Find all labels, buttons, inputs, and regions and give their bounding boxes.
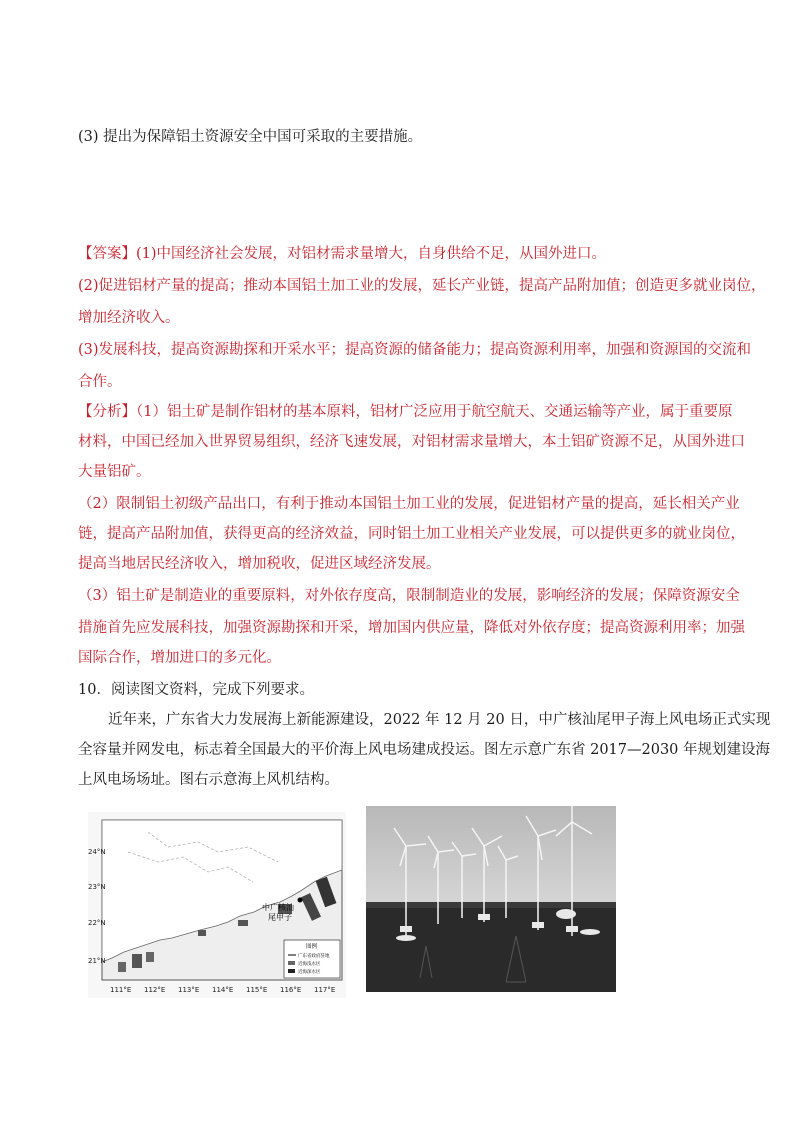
lon-label: 113°E [178, 986, 200, 994]
lon-label: 112°E [144, 986, 166, 994]
question-10-para-2: 全容量并网发电，标志着全国最大的平价海上风电场建成投运。图左示意广东省 2017—2030 年规划建设海 [78, 742, 771, 758]
lon-label: 114°E [212, 986, 234, 994]
lat-label: 23°N [88, 883, 106, 891]
answer-line-5: 合作。 [78, 374, 122, 390]
answer-line-1: 【答案】(1)中国经济社会发展，对铝材需求量增大，自身供给不足，从国外进口。 [78, 246, 607, 262]
analysis-line-1: 【分析】（1）铝土矿是制作铝材的基本原料，铝材广泛应用于航空航天、交通运输等产业，属于重要原 [78, 404, 733, 420]
answer-line-3: 增加经济收入。 [78, 310, 180, 326]
analysis-line-9: 国际合作，增加进口的多元化。 [78, 650, 281, 666]
wind-zone [118, 962, 126, 972]
analysis-line-4: （2）限制铝土初级产品出口，有利于推动本国铝土加工业的发展，促进铝材产量的提高，延长相关产业 [78, 496, 740, 512]
question-10-para-1: 近年来，广东省大力发展海上新能源建设，2022 年 12 月 20 日，中广核汕尾甲子海上风电场正式实现 [108, 712, 771, 728]
wind-zone [238, 920, 248, 926]
site-label-2: 尾甲子 [268, 913, 292, 922]
lat-label: 22°N [88, 919, 106, 927]
wind-zone [146, 952, 154, 962]
answer-line-2: (2)促进铝材产量的提高；推动本国铝土加工业的发展，延长产业链，提高产品附加值；创造更多就业岗位， [78, 278, 766, 294]
wind-zone [132, 954, 142, 968]
site-label-1: 中广核汕 [262, 903, 294, 912]
analysis-line-3: 大量铝矿。 [78, 464, 151, 480]
legend-item: 近海深水区 [298, 970, 321, 975]
lon-label: 115°E [246, 986, 268, 994]
question-10-para-3: 上风电场场址。图右示意海上风机结构。 [78, 772, 339, 788]
legend-item: 近海浅水区 [298, 962, 321, 967]
wind-zone [198, 930, 206, 936]
analysis-line-5: 链，提高产品附加值，获得更高的经济效益，同时铝土加工业相关产业发展，可以提供更多的就业岗位， [78, 526, 745, 542]
site-marker [298, 898, 303, 903]
legend-item: 广东省政府驻地 [298, 954, 330, 959]
lat-label: 21°N [88, 957, 106, 965]
lon-label: 111°E [110, 986, 132, 994]
analysis-line-6: 提高当地居民经济收入，增加税收，促进区域经济发展。 [78, 556, 441, 572]
wind-turbine-photo [366, 806, 616, 992]
question-10-title: 10．阅读图文资料，完成下列要求。 [78, 682, 314, 698]
lon-label: 117°E [314, 986, 336, 994]
analysis-line-2: 材料，中国已经加入世界贸易组织，经济飞速发展，对铝材需求量增大，本土铝矿资源不足，从国外进口 [78, 434, 745, 450]
question-3: (3) 提出为保障铝土资源安全中国可采取的主要措施。 [78, 129, 423, 145]
guangdong-wind-site-map [88, 812, 346, 998]
lat-label: 24°N [88, 848, 106, 856]
analysis-line-7: （3）铝土矿是制造业的重要原料，对外依存度高，限制制造业的发展，影响经济的发展；保障资源安全 [78, 588, 740, 604]
answer-line-4: (3)发展科技，提高资源勘探和开采水平；提高资源的储备能力；提高资源利用率，加强和资源国的交流和 [78, 342, 752, 358]
lon-label: 116°E [280, 986, 302, 994]
legend-title: 图例 [306, 944, 318, 950]
analysis-line-8: 措施首先应发展科技，加强资源勘探和开采，增加国内供应量，降低对外依存度；提高资源利用率；加强 [78, 620, 745, 636]
